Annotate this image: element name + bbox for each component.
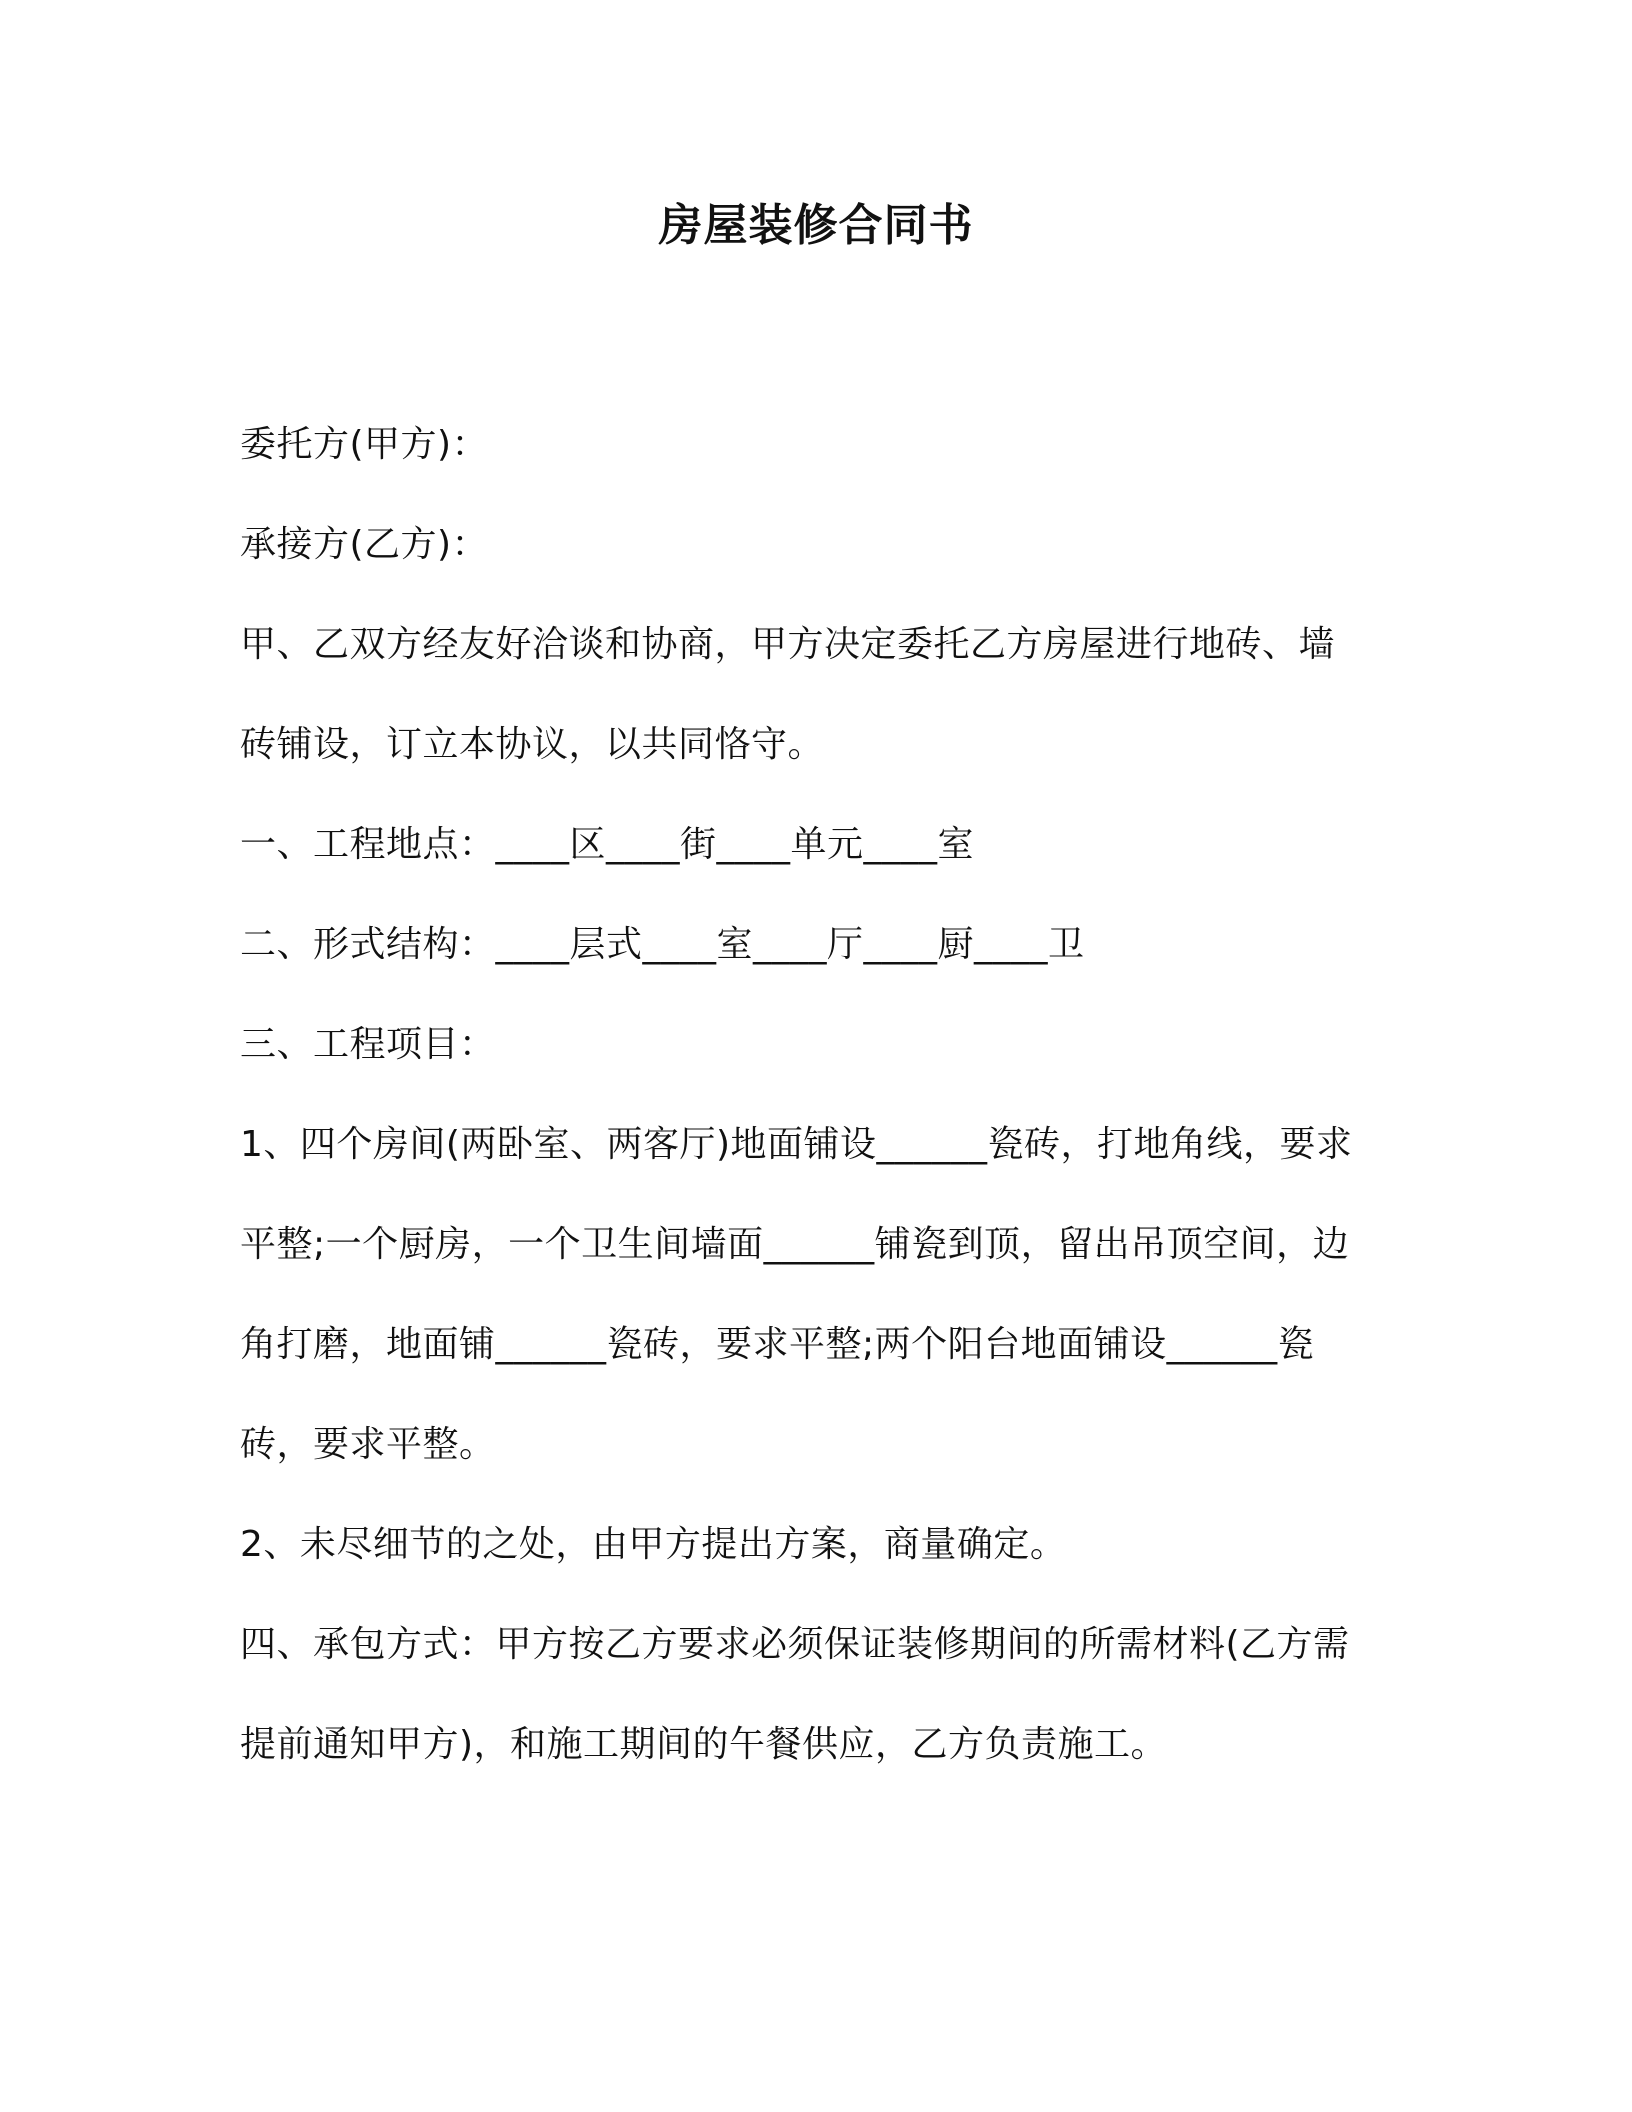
contract-method-line-1: 四、承包方式：甲方按乙方要求必须保证装修期间的所需材料(乙方需 bbox=[240, 1624, 1350, 1665]
item-2-line: 2、未尽细节的之处，由甲方提出方案，商量确定。 bbox=[240, 1524, 1067, 1565]
contractor-party-line: 承接方(乙方)： bbox=[240, 524, 489, 565]
item-1-line-4: 砖，要求平整。 bbox=[240, 1424, 496, 1465]
item-1-line-1: 1、四个房间(两卧室、两客厅)地面铺设______瓷砖，打地角线，要求 bbox=[240, 1124, 1353, 1165]
agreement-intro-line-2: 砖铺设，订立本协议，以共同恪守。 bbox=[240, 724, 825, 765]
agreement-intro-line-1: 甲、乙双方经友好洽谈和协商，甲方决定委托乙方房屋进行地砖、墙 bbox=[240, 624, 1336, 665]
item-1-line-3: 角打磨，地面铺______瓷砖，要求平整;两个阳台地面铺设______瓷 bbox=[240, 1324, 1315, 1365]
project-items-heading: 三、工程项目： bbox=[240, 1024, 496, 1065]
structure-form-line: 二、形式结构：____层式____室____厅____厨____卫 bbox=[240, 924, 1085, 965]
project-location-line: 一、工程地点：____区____街____单元____室 bbox=[240, 824, 975, 865]
client-party-line: 委托方(甲方)： bbox=[240, 424, 489, 465]
item-1-line-2: 平整;一个厨房，一个卫生间墙面______铺瓷到顶，留出吊顶空间，边 bbox=[240, 1224, 1350, 1265]
contract-method-line-2: 提前通知甲方)，和施工期间的午餐供应，乙方负责施工。 bbox=[240, 1724, 1168, 1765]
document-title: 房屋装修合同书 bbox=[658, 200, 974, 251]
